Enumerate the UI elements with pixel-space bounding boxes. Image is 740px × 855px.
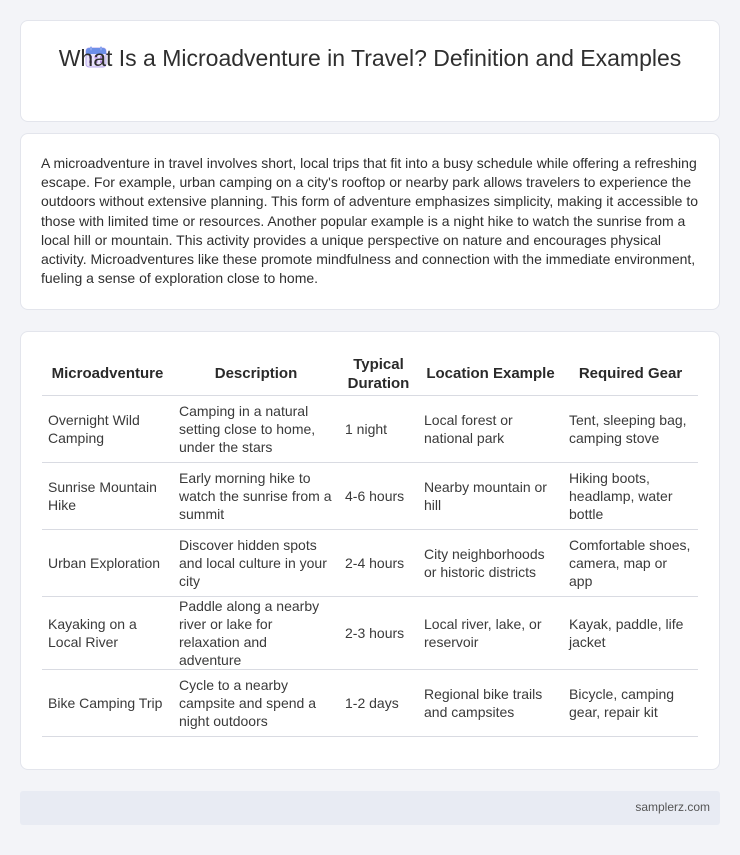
table-row (42, 395, 698, 462)
table-row (42, 596, 698, 669)
table-cell: Kayaking on a Local River (42, 596, 173, 669)
table-cell: Early morning hike to watch the sunrise from a summit (173, 462, 339, 529)
table-cell: Paddle along a nearby river or lake for relaxation and adventure (173, 596, 339, 669)
column-header: Description (173, 353, 339, 395)
intro-paragraph: A microadventure in travel involves short, local trips that fit into a busy schedule while offering a refreshing escape. For example, urban camping on a city's rooftop or nearby park allows travelers to experience the outdoors without extensive planning. This form of adventure emphasizes simplicity, making it accessible to those with limited time or resources. Another popular example is a night hike to watch the sunrise from a local hill or mountain. This activity provides a unique perspective on nature and encourages physical activity. Microadventures like these promote mindfulness and connection with the immediate environment, fueling a sense of exploration close to home. (41, 155, 699, 287)
footer-bar (20, 791, 720, 825)
column-header: Location Example (418, 353, 563, 395)
table-cell: City neighborhoods or historic districts (418, 529, 563, 596)
table-card (20, 331, 720, 770)
title-card (20, 20, 720, 122)
table-cell: Bicycle, camping gear, repair kit (563, 669, 698, 736)
table-row (42, 462, 698, 529)
table-cell: Urban Exploration (42, 529, 173, 596)
table-row (42, 669, 698, 736)
table-cell: Cycle to a nearby campsite and spend a night outdoors (173, 669, 339, 736)
table-cell: Discover hidden spots and local culture in your city (173, 529, 339, 596)
column-header: Microadventure (42, 353, 173, 395)
table-cell: 1-2 days (339, 669, 418, 736)
table-row (42, 529, 698, 596)
table-cell: Sunrise Mountain Hike (42, 462, 173, 529)
table-cell: 2-3 hours (339, 596, 418, 669)
table-cell: 1 night (339, 395, 418, 462)
column-header: Typical Duration (339, 353, 418, 395)
table-cell: 2-4 hours (339, 529, 418, 596)
table-cell: Hiking boots, headlamp, water bottle (563, 462, 698, 529)
microadventure-table (42, 353, 698, 737)
table-cell: Comfortable shoes, camera, map or app (563, 529, 698, 596)
table-cell: Camping in a natural setting close to home, under the stars (173, 395, 339, 462)
table-cell: Regional bike trails and campsites (418, 669, 563, 736)
table-cell: Tent, sleeping bag, camping stove (563, 395, 698, 462)
table-cell: Local forest or national park (418, 395, 563, 462)
table-cell: Overnight Wild Camping (42, 395, 173, 462)
page-title: What Is a Microadventure in Travel? Definition and Examples (58, 45, 682, 71)
table-header-row (42, 353, 698, 395)
footer-site-link[interactable]: samplerz.com (635, 800, 710, 814)
column-header: Required Gear (563, 353, 698, 395)
table-cell: Kayak, paddle, life jacket (563, 596, 698, 669)
table-cell: Nearby mountain or hill (418, 462, 563, 529)
table-cell: 4-6 hours (339, 462, 418, 529)
table-cell: Bike Camping Trip (42, 669, 173, 736)
table-cell: Local river, lake, or reservoir (418, 596, 563, 669)
intro-card (20, 133, 720, 310)
